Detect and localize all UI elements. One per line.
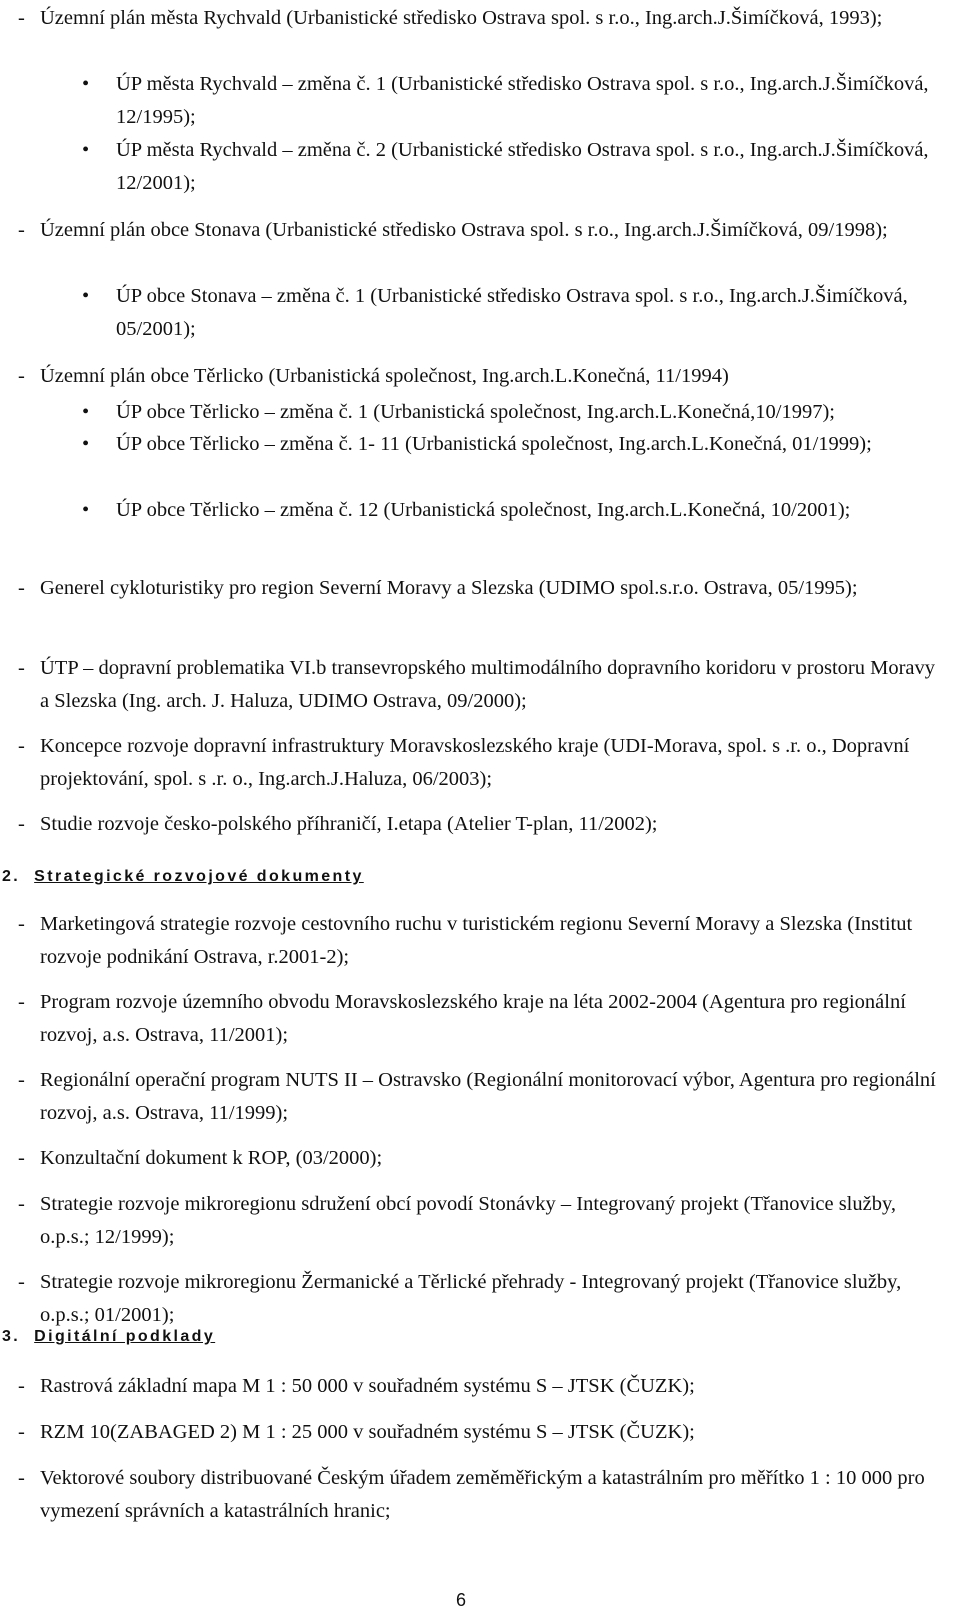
sub-list-item-text: ÚP města Rychvald – změna č. 1 (Urbanistické středisko Ostrava spol. s r.o., Ing.arch.J.Šimíčková, 12/1995); [116,73,929,128]
list-item-text: RZM 10(ZABAGED 2) M 1 : 25 000 v souřadném systému S – JTSK (ČUZK); [40,1421,695,1443]
dash-marker: - [18,1147,25,1169]
section-heading [2,1328,215,1346]
sub-list-item [82,68,942,134]
list-item-text: Územní plán obce Těrlicko (Urbanistická společnost, Ing.arch.L.Konečná, 11/1994) [40,365,729,387]
sub-list-item [82,428,942,461]
sub-list-item [82,280,942,346]
dash-marker: - [18,735,25,757]
list-item [18,652,938,718]
dash-marker: - [18,577,25,599]
list-item [18,1142,938,1175]
dash-marker: - [18,1467,25,1489]
list-item-text: ÚTP – dopravní problematika VI.b transevropského multimodálního dopravního koridoru v prostoru Moravy a Slezska (Ing. arch. J. Haluza, UDIMO Ostrava, 09/2000); [40,657,936,712]
sub-list-item [82,494,942,527]
list-item-text: Rastrová základní mapa M 1 : 50 000 v souřadném systému S – JTSK (ČUZK); [40,1375,695,1397]
list-item-text: Marketingová strategie rozvoje cestovního ruchu v turistickém regionu Severní Moravy a Slezska (Institut rozvoje podnikání Ostrava, r.2001-2); [40,913,913,968]
bullet-icon: • [82,401,90,423]
list-item [18,1416,938,1449]
sub-list-item [82,134,942,200]
sub-list-item-text: ÚP města Rychvald – změna č. 2 (Urbanistické středisko Ostrava spol. s r.o., Ing.arch.J.Šimíčková, 12/2001); [116,139,929,194]
list-item [18,2,938,35]
bullet-icon: • [82,499,90,521]
list-item [18,1064,938,1130]
page-number: 6 [456,1590,467,1610]
sub-list-item-text: ÚP obce Těrlicko – změna č. 12 (Urbanistická společnost, Ing.arch.L.Konečná, 10/2001); [116,499,851,521]
list-item [18,808,938,841]
list-item-text: Studie rozvoje česko-polského příhraničí, I.etapa (Atelier T-plan, 11/2002); [40,813,658,835]
list-item-text: Vektorové soubory distribuované Českým úřadem zeměměřickým a katastrálním pro měřítko 1 : 10 000 pro vymezení správních a katastrálních hranic; [40,1467,925,1522]
list-item-text: Koncepce rozvoje dopravní infrastruktury Moravskoslezského kraje (UDI-Morava, spol. s .r. o., Dopravní projektování, spol. s .r. o., Ing.arch.J.Haluza, 06/2003); [40,735,910,790]
sub-list-item-text: ÚP obce Těrlicko – změna č. 1- 11 (Urbanistická společnost, Ing.arch.L.Konečná, 01/1999); [116,433,872,455]
list-item [18,986,938,1052]
dash-marker: - [18,657,25,679]
dash-marker: - [18,7,25,29]
dash-marker: - [18,1271,25,1293]
dash-marker: - [18,991,25,1013]
bullet-icon: • [82,285,90,307]
sub-list-item-text: ÚP obce Stonava – změna č. 1 (Urbanistické středisko Ostrava spol. s r.o., Ing.arch.J.Šimíčková, 05/2001); [116,285,908,340]
list-item-text: Strategie rozvoje mikroregionu Žermanické a Těrlické přehrady - Integrovaný projekt (Třanovice služby, o.p.s.; 01/2001); [40,1271,902,1326]
list-item [18,572,938,605]
sub-list-item-text: ÚP obce Těrlicko – změna č. 1 (Urbanistická společnost, Ing.arch.L.Konečná,10/1997); [116,401,835,423]
list-item [18,730,938,796]
list-item-text: Konzultační dokument k ROP, (03/2000); [40,1147,383,1169]
list-item [18,1462,938,1528]
list-item [18,214,938,247]
list-item [18,1370,938,1403]
dash-marker: - [18,813,25,835]
list-item-text: Územní plán města Rychvald (Urbanistické středisko Ostrava spol. s r.o., Ing.arch.J.Šimíčková, 1993); [40,7,883,29]
section-number: 3. [2,1328,21,1345]
section-title: Strategické rozvojové dokumenty [34,868,364,885]
list-item-text: Program rozvoje územního obvodu Moravskoslezského kraje na léta 2002-2004 (Agentura pro regionální rozvoj, a.s. Ostrava, 11/2001); [40,991,906,1046]
list-item-text: Územní plán obce Stonava (Urbanistické středisko Ostrava spol. s r.o., Ing.arch.J.Šimíčková, 09/1998); [40,219,888,241]
section-heading [2,868,364,886]
dash-marker: - [18,913,25,935]
list-item-text: Generel cykloturistiky pro region Severní Moravy a Slezska (UDIMO spol.s.r.o. Ostrava, 05/1995); [40,577,858,599]
dash-marker: - [18,219,25,241]
list-item-text: Strategie rozvoje mikroregionu sdružení obcí povodí Stonávky – Integrovaný projekt (Třanovice služby, o.p.s.; 12/1999); [40,1193,897,1248]
section-number: 2. [2,868,21,885]
dash-marker: - [18,365,25,387]
dash-marker: - [18,1193,25,1215]
bullet-icon: • [82,73,90,95]
list-item-text: Regionální operační program NUTS II – Ostravsko (Regionální monitorovací výbor, Agentura pro regionální rozvoj, a.s. Ostrava, 11/1999); [40,1069,936,1124]
section-title: Digitální podklady [34,1328,216,1345]
sub-list-item [82,396,942,429]
list-item [18,1266,938,1332]
dash-marker: - [18,1421,25,1443]
bullet-icon: • [82,433,90,455]
list-item [18,1188,938,1254]
list-item [18,360,938,393]
bullet-icon: • [82,139,90,161]
dash-marker: - [18,1069,25,1091]
dash-marker: - [18,1375,25,1397]
list-item [18,908,938,974]
